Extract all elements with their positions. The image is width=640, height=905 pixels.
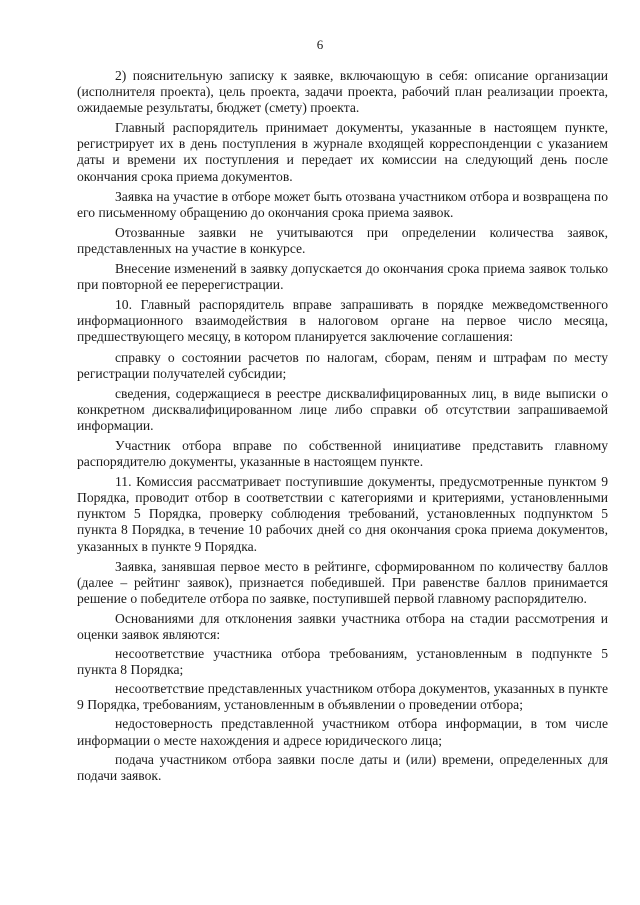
paragraph-withdrawn-not-counted: Отозванные заявки не учитываются при определении количества заявок, представленных на участие в конкурсе. xyxy=(77,224,608,256)
paragraph-amendments: Внесение изменений в заявку допускается до окончания срока приема заявок только при повторной ее перерегистрации. xyxy=(77,261,608,293)
paragraph-item-10: 10. Главный распорядитель вправе запрашивать в порядке межведомственного информационного взаимодействия в налоговом органе на первое число месяца, предшествующего месяцу, в котором планируется заключение соглашения: xyxy=(77,297,608,345)
paragraph-withdrawal: Заявка на участие в отборе может быть отозвана участником отбора и возвращена по его письменному обращению до окончания срока приема заявок. xyxy=(77,188,608,220)
paragraph-ground-late-submission: подача участником отбора заявки после даты и (или) времени, определенных для подачи заявок. xyxy=(77,751,608,783)
paragraph-disqualified-registry: сведения, содержащиеся в реестре дисквалифицированных лиц, в виде выписки о конкретном дисквалифицированном лице либо справки об отсутствии запрашиваемой информации. xyxy=(77,385,608,433)
paragraph-explanatory-note: 2) пояснительную записку к заявке, включающую в себя: описание организации (исполнителя проекта), цель проекта, задачи проекта, рабочий план реализации проекта, ожидаемые результаты, бюджет (смету) проекта. xyxy=(77,68,608,116)
paragraph-rating: Заявка, занявшая первое место в рейтинге, сформированном по количеству баллов (далее – рейтинг заявок), признается победившей. При равенстве баллов принимается решение о победителе отбора по заявке, поступившей первой главному распорядителю. xyxy=(77,558,608,606)
paragraph-rejection-grounds: Основаниями для отклонения заявки участника отбора на стадии рассмотрения и оценки заявок являются: xyxy=(77,610,608,642)
paragraph-item-11: 11. Комиссия рассматривает поступившие документы, предусмотренные пунктом 9 Порядка, проводит отбор в соответствии с категориями и критериями, установленными пунктом 5 Порядка, проверку соблюдения требований, установленных подпунктом 5 пункта 8 Порядка, в течение 10 рабочих дней со дня окончания срока приема документов, указанных в пункте 9 Порядка. xyxy=(77,474,608,554)
paragraph-own-initiative: Участник отбора вправе по собственной инициативе представить главному распорядителю документы, указанные в настоящем пункте. xyxy=(77,437,608,470)
document-body xyxy=(77,68,608,787)
paragraph-tax-certificate: справку о состоянии расчетов по налогам, сборам, пеням и штрафам по месту регистрации получателей субсидии; xyxy=(77,349,608,381)
page-number: 6 xyxy=(316,37,324,52)
paragraph-ground-unreliable-info: недостоверность представленной участником отбора информации, в том числе информации о месте нахождения и адресе юридического лица; xyxy=(77,716,608,748)
paragraph-registration: Главный распорядитель принимает документы, указанные в настоящем пункте, регистрирует их в день поступления в журнале входящей корреспонденции с указанием даты и времени их поступления и передает их комиссии на следующий день после окончания срока приема документов. xyxy=(77,120,608,184)
paragraph-ground-documents: несоответствие представленных участником отбора документов, указанных в пункте 9 Порядка, требованиям, установленным в объявлении о проведении отбора; xyxy=(77,681,608,713)
paragraph-ground-requirements: несоответствие участника отбора требованиям, установленным в подпункте 5 пункта 8 Порядка; xyxy=(77,646,608,678)
